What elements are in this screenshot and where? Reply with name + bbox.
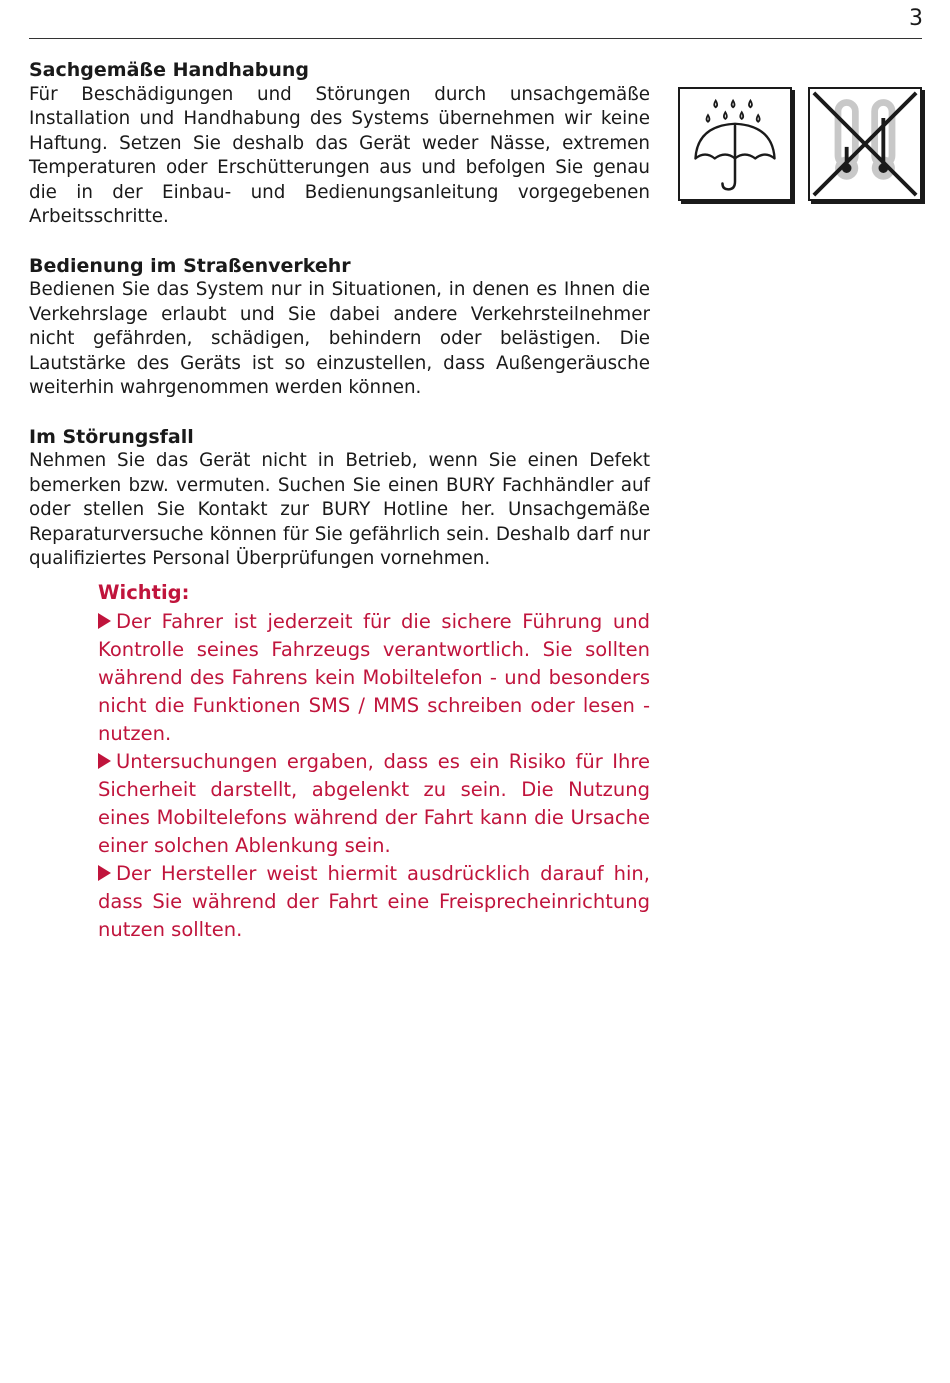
warning-item bbox=[98, 748, 650, 860]
section-malfunction bbox=[29, 425, 650, 572]
section-heading: Bedienung im Straßenverkehr bbox=[29, 254, 351, 277]
warning-heading: Wichtig: bbox=[98, 581, 190, 604]
arrow-right-icon bbox=[98, 613, 111, 629]
warning-item bbox=[98, 608, 650, 748]
warning-box bbox=[98, 580, 650, 944]
no-extreme-temperature-icon bbox=[808, 87, 922, 201]
header-rule bbox=[29, 38, 922, 39]
warning-item bbox=[98, 860, 650, 944]
main-content bbox=[29, 58, 650, 596]
section-heading: Sachgemäße Handhabung bbox=[29, 59, 310, 81]
warning-item-text: Der Hersteller weist hiermit ausdrücklich darauf hin, dass Sie während der Fahrt eine Freisprecheinrichtung nutzen sollten. bbox=[98, 862, 650, 941]
section-body: Nehmen Sie das Gerät nicht in Betrieb, wenn Sie einen Defekt bemerken bzw. vermuten. Suchen Sie einen BURY Fachhändler auf oder stellen Sie Kontakt zur BURY Hotline her. Unsachgemäße Reparaturversuche können für Sie gefährlich sein. Deshalb darf nur qualifiziertes Personal Überprüfungen vornehmen. bbox=[29, 450, 650, 569]
arrow-right-icon bbox=[98, 865, 111, 881]
section-handling bbox=[29, 58, 650, 230]
section-body: Bedienen Sie das System nur in Situationen, in denen es Ihnen die Verkehrslage erlaubt und Sie dabei andere Verkehrsteilnehmer nicht gefährden, schädigen, behindern oder belästigen. Die Lautstärke des Geräts ist so einzustellen, dass Außengeräusche weiterhin wahrgenommen werden können. bbox=[29, 279, 650, 398]
warning-item-text: Untersuchungen ergaben, dass es ein Risiko für Ihre Sicherheit darstellt, abgelenkt zu sein. Die Nutzung eines Mobiltelefons während der Fahrt kann die Ursache einer solchen Ablenkung sein. bbox=[98, 750, 650, 857]
page-number: 3 bbox=[909, 6, 923, 31]
warning-item-text: Der Fahrer ist jederzeit für die sichere Führung und Kontrolle seines Fahrzeugs verantwortlich. Sie sollten während des Fahrens kein Mobiltelefon - und besonders nicht die Funktionen SMS / MMS schreiben oder lesen - nutzen. bbox=[98, 610, 650, 745]
umbrella-rain-icon bbox=[678, 87, 792, 201]
section-body: Für Beschädigungen und Störungen durch unsachgemäße Installation und Handhabung des Systems übernehmen wir keine Haftung. Setzen Sie deshalb das Gerät weder Nässe, extremen Temperaturen oder Erschütterungen aus und befolgen Sie genau die in der Einbau- und Bedienungsanleitung vorgegebenen Arbeitsschritte. bbox=[29, 83, 650, 227]
section-traffic bbox=[29, 254, 650, 401]
section-heading: Im Störungsfall bbox=[29, 425, 194, 448]
arrow-right-icon bbox=[98, 753, 111, 769]
